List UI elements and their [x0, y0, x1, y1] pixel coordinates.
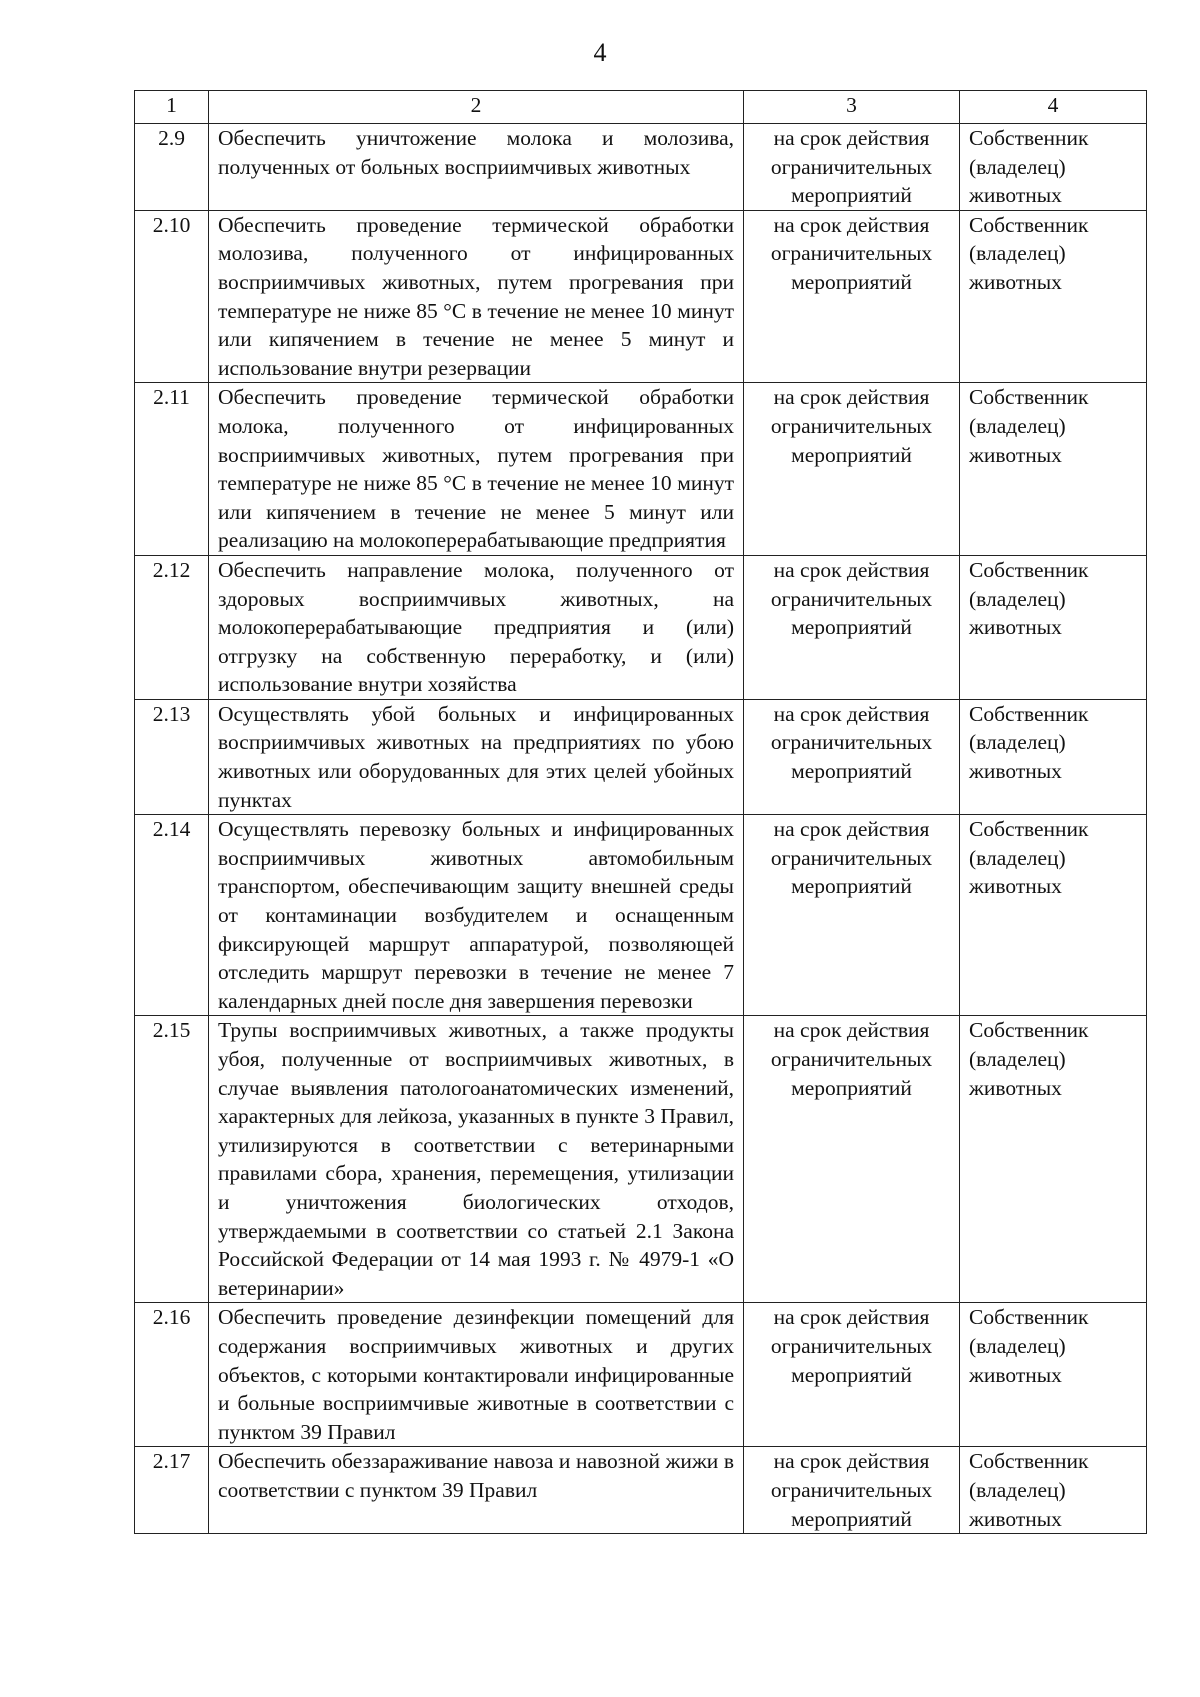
row-number: 2.15	[135, 1016, 209, 1303]
measure-description: Обеспечить направление молока, полученного от здоровых восприимчивых животных, на молокоперерабатывающие предприятия и (или) отгрузку на собственную переработку, и (или) использование внутри хозяйства	[209, 555, 744, 699]
table-row	[135, 210, 1147, 383]
measure-description: Обеспечить проведение термической обработки молока, полученного от инфицированных восприимчивых животных, путем прогревания при температуре не ниже 85 °С в течение не менее 10 минут или кипячением в течение не менее 5 минут или реализацию на молокоперерабатывающие предприятия	[209, 383, 744, 556]
table-row	[135, 555, 1147, 699]
measure-description: Осуществлять убой больных и инфицированных восприимчивых животных на предприятиях по убою животных или оборудованных для этих целей убойных пунктах	[209, 699, 744, 814]
measure-responsible: Собственник (владелец) животных	[960, 1447, 1147, 1534]
measure-term: на срок действия ограничительных мероприятий	[744, 1447, 960, 1534]
measure-description: Обеспечить обеззараживание навоза и навозной жижи в соответствии с пунктом 39 Правил	[209, 1447, 744, 1534]
row-number: 2.17	[135, 1447, 209, 1534]
table-row	[135, 815, 1147, 1016]
table-row	[135, 383, 1147, 556]
column-header-3: 3	[744, 91, 960, 124]
measure-responsible: Собственник (владелец) животных	[960, 699, 1147, 814]
measure-responsible: Собственник (владелец) животных	[960, 1303, 1147, 1447]
row-number: 2.9	[135, 124, 209, 211]
measure-term: на срок действия ограничительных мероприятий	[744, 699, 960, 814]
table-row	[135, 1016, 1147, 1303]
table-header-row	[135, 91, 1147, 124]
table-row	[135, 699, 1147, 814]
measure-term: на срок действия ограничительных мероприятий	[744, 815, 960, 1016]
column-header-4: 4	[960, 91, 1147, 124]
measure-responsible: Собственник (владелец) животных	[960, 815, 1147, 1016]
measures-table	[134, 90, 1147, 1534]
row-number: 2.13	[135, 699, 209, 814]
measure-description: Обеспечить проведение термической обработки молозива, полученного от инфицированных восприимчивых животных, путем прогревания при температуре не ниже 85 °С в течение не менее 10 минут или кипячением в течение не менее 5 минут и использование внутри резервации	[209, 210, 744, 383]
measure-term: на срок действия ограничительных мероприятий	[744, 1016, 960, 1303]
measure-responsible: Собственник (владелец) животных	[960, 210, 1147, 383]
table-row	[135, 1447, 1147, 1534]
row-number: 2.14	[135, 815, 209, 1016]
measure-term: на срок действия ограничительных мероприятий	[744, 210, 960, 383]
measure-responsible: Собственник (владелец) животных	[960, 555, 1147, 699]
measure-term: на срок действия ограничительных мероприятий	[744, 555, 960, 699]
measure-description: Обеспечить уничтожение молока и молозива, полученных от больных восприимчивых животных	[209, 124, 744, 211]
measure-responsible: Собственник (владелец) животных	[960, 124, 1147, 211]
column-header-1: 1	[135, 91, 209, 124]
table-row	[135, 1303, 1147, 1447]
measure-description: Осуществлять перевозку больных и инфицированных восприимчивых животных автомобильным транспортом, обеспечивающим защиту внешней среды от контаминации возбудителем и оснащенным фиксирующей маршрут аппаратурой, позволяющей отследить маршрут перевозки в течение не менее 7 календарных дней после дня завершения перевозки	[209, 815, 744, 1016]
measure-term: на срок действия ограничительных мероприятий	[744, 383, 960, 556]
row-number: 2.12	[135, 555, 209, 699]
column-header-2: 2	[209, 91, 744, 124]
page-number: 4	[593, 38, 607, 67]
measure-description: Трупы восприимчивых животных, а также продукты убоя, полученные от восприимчивых животных, в случае выявления патологоанатомических изменений, характерных для лейкоза, указанных в пункте 3 Правил, утилизируются в соответствии с ветеринарными правилами сбора, хранения, перемещения, утилизации и уничтожения биологических отходов, утверждаемыми в соответствии со статьей 2.1 Закона Российской Федерации от 14 мая 1993 г. № 4979-1 «О ветеринарии»	[209, 1016, 744, 1303]
measure-responsible: Собственник (владелец) животных	[960, 1016, 1147, 1303]
measure-term: на срок действия ограничительных мероприятий	[744, 124, 960, 211]
row-number: 2.10	[135, 210, 209, 383]
table-row	[135, 124, 1147, 211]
measure-term: на срок действия ограничительных мероприятий	[744, 1303, 960, 1447]
measure-description: Обеспечить проведение дезинфекции помещений для содержания восприимчивых животных и других объектов, с которыми контактировали инфицированные и больные восприимчивые животные в соответствии с пунктом 39 Правил	[209, 1303, 744, 1447]
row-number: 2.11	[135, 383, 209, 556]
row-number: 2.16	[135, 1303, 209, 1447]
measure-responsible: Собственник (владелец) животных	[960, 383, 1147, 556]
